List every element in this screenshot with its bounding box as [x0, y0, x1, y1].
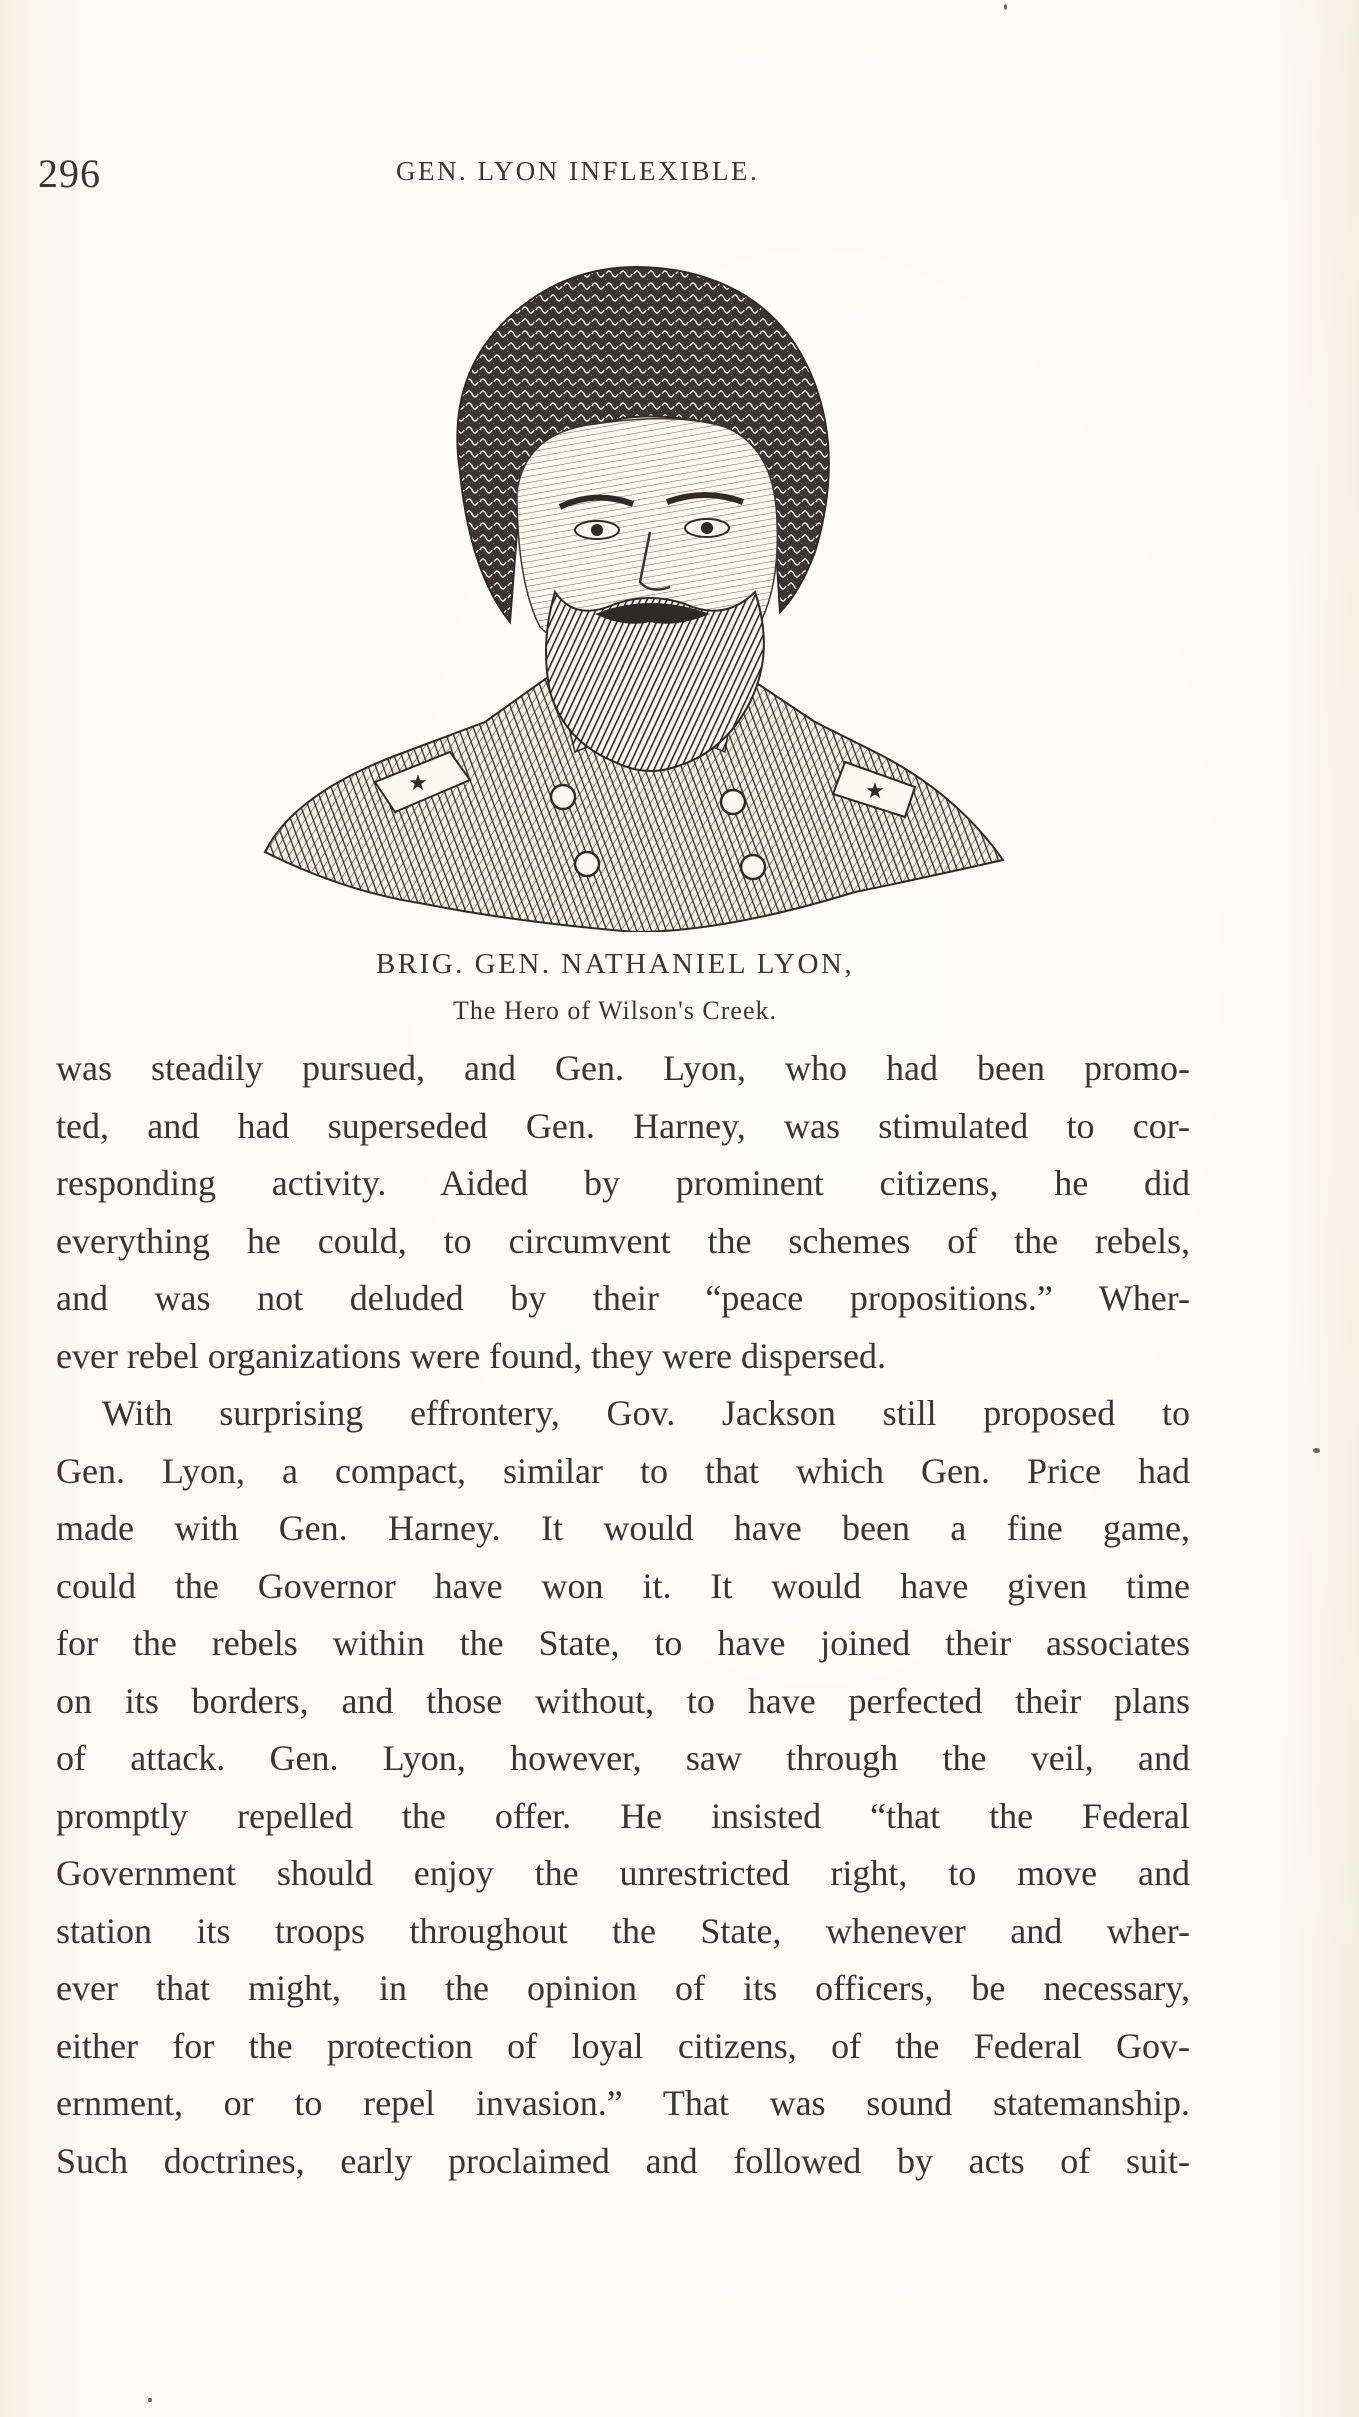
- text-line: ever rebel organizations were found, they were dispersed.: [56, 1335, 887, 1376]
- portrait-engraving-drawing: [255, 232, 1015, 932]
- text-line: made with Gen. Harney. It would have been a fine game,: [56, 1508, 1190, 1548]
- text-line: ever that might, in the opinion of its officers, be necessary,: [56, 1968, 1190, 2008]
- svg-text:★: ★: [865, 779, 885, 804]
- text-line: could the Governor have won it. It would have given time: [56, 1565, 1190, 1606]
- text-line: and was not deluded by their “peace propositions.” Wher-: [56, 1278, 1190, 1318]
- text-line: for the rebels within the State, to have joined their associates: [56, 1623, 1190, 1663]
- caption-title: BRIG. GEN. NATHANIEL LYON,: [375, 948, 855, 980]
- text-line: of attack. Gen. Lyon, however, saw through the veil, and: [56, 1738, 1190, 1778]
- page-number: 296: [38, 151, 101, 196]
- svg-text:★: ★: [408, 771, 428, 796]
- text-line: ted, and had superseded Gen. Harney, was stimulated to cor-: [56, 1105, 1190, 1146]
- text-line: responding activity. Aided by prominent citizens, he did: [56, 1163, 1190, 1203]
- running-title: GEN. LYON INFLEXIBLE.: [396, 156, 760, 186]
- paper-speck: [1313, 1448, 1320, 1453]
- text-line: everything he could, to circumvent the schemes of the rebels,: [56, 1220, 1190, 1261]
- text-line: on its borders, and those without, to have perfected their plans: [56, 1680, 1190, 1721]
- text-line: was steadily pursued, and Gen. Lyon, who had been promo-: [56, 1048, 1190, 1088]
- text-line: With surprising effrontery, Gov. Jackson still proposed to: [102, 1393, 1190, 1433]
- text-line: station its troops throughout the State, whenever and wher-: [56, 1910, 1190, 1951]
- text-line: promptly repelled the offer. He insisted “that the Federal: [56, 1795, 1190, 1836]
- body-text: [56, 1040, 1190, 2190]
- caption-subtitle: The Hero of Wilson's Creek.: [452, 996, 778, 1025]
- paper-speck: [148, 2398, 152, 2402]
- paper-speck: [1004, 4, 1007, 10]
- text-line: either for the protection of loyal citizens, of the Federal Gov-: [56, 2025, 1190, 2066]
- text-line: Such doctrines, early proclaimed and followed by acts of suit-: [56, 2140, 1190, 2181]
- text-line: Gen. Lyon, a compact, similar to that which Gen. Price had: [56, 1450, 1190, 1491]
- running-head: [0, 150, 1359, 200]
- text-line: Government should enjoy the unrestricted right, to move and: [56, 1853, 1190, 1893]
- portrait-engraving: [255, 232, 1015, 932]
- text-line: ernment, or to repel invasion.” That was sound statemanship.: [56, 2083, 1190, 2123]
